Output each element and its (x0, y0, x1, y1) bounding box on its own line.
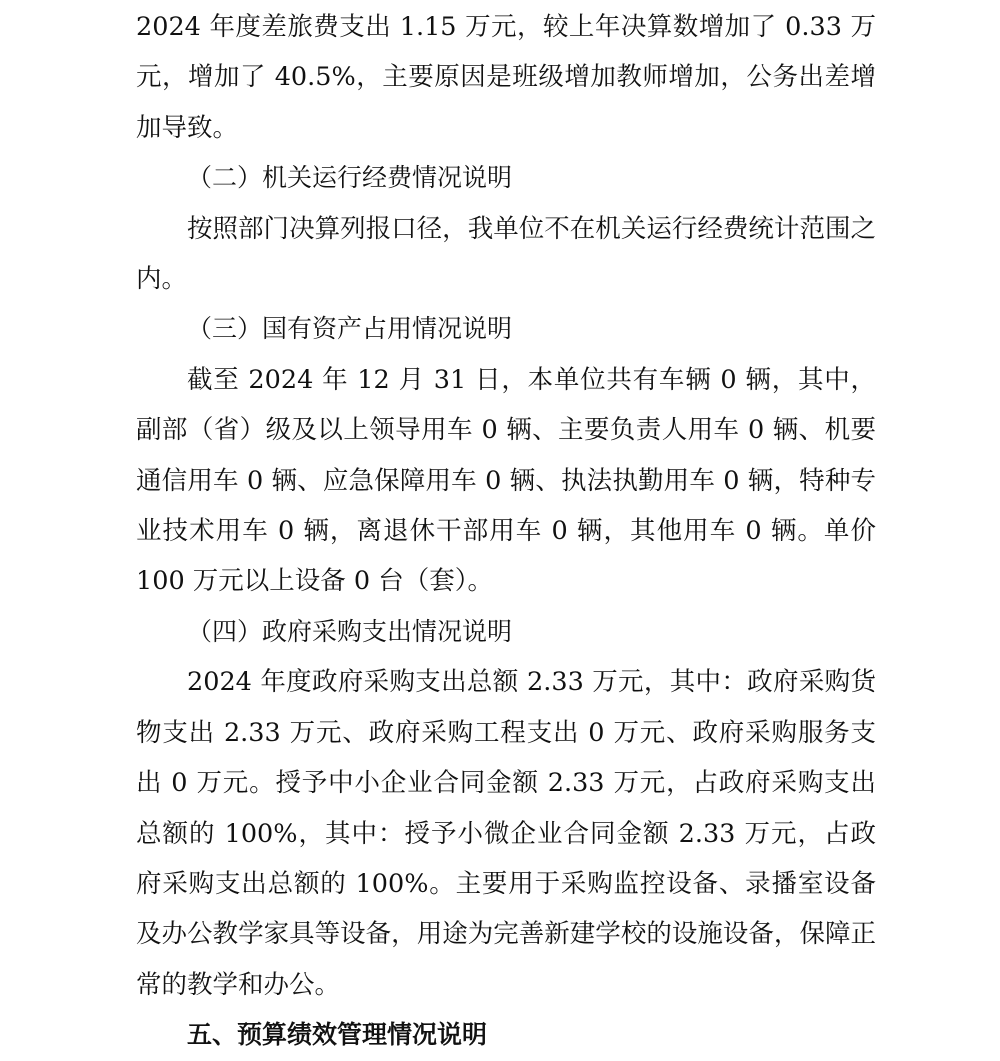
travel-expense-paragraph: 2024 年度差旅费支出 1.15 万元，较上年决算数增加了 0.33 万元，增加了 40.5%，主要原因是班级增加教师增加，公务出差增加导致。 (136, 12, 876, 143)
heading-operating-expense: （二）机关运行经费情况说明 (187, 163, 513, 193)
document-body (136, 2, 876, 1061)
heading-state-assets: （三）国有资产占用情况说明 (187, 314, 513, 344)
procurement-paragraph: 2024 年度政府采购支出总额 2.33 万元，其中：政府采购货物支出 2.33 万元、政府采购工程支出 0 万元、政府采购服务支出 0 万元。授予中小企业合同金额 2.33 万元，占政府采购支出总额的 100%，其中：授予小微企业合同金额 2.33 万元，占政府采购支出总额的 100%。主要用于采购监控设备、录播室设备及办公教学家具等设备，用途为完善新建学校的设施设备，保障正常的教学和办公。 (136, 667, 876, 1000)
section-budget-performance: 五、预算绩效管理情况说明 (187, 1020, 488, 1050)
operating-expense-paragraph: 按照部门决算列报口径，我单位不在机关运行经费统计范围之内。 (136, 213, 876, 295)
heading-procurement: （四）政府采购支出情况说明 (187, 616, 513, 646)
state-assets-paragraph: 截至 2024 年 12 月 31 日，本单位共有车辆 0 辆，其中，副部（省）级及以上领导用车 0 辆、主要负责人用车 0 辆、机要通信用车 0 辆、应急保障用车 0 辆、执法执勤用车 0 辆，特种专业技术用车 0 辆，离退休干部用车 0 辆，其他用车 0 辆。单价 100 万元以上设备 0 台（套）。 (136, 364, 876, 597)
